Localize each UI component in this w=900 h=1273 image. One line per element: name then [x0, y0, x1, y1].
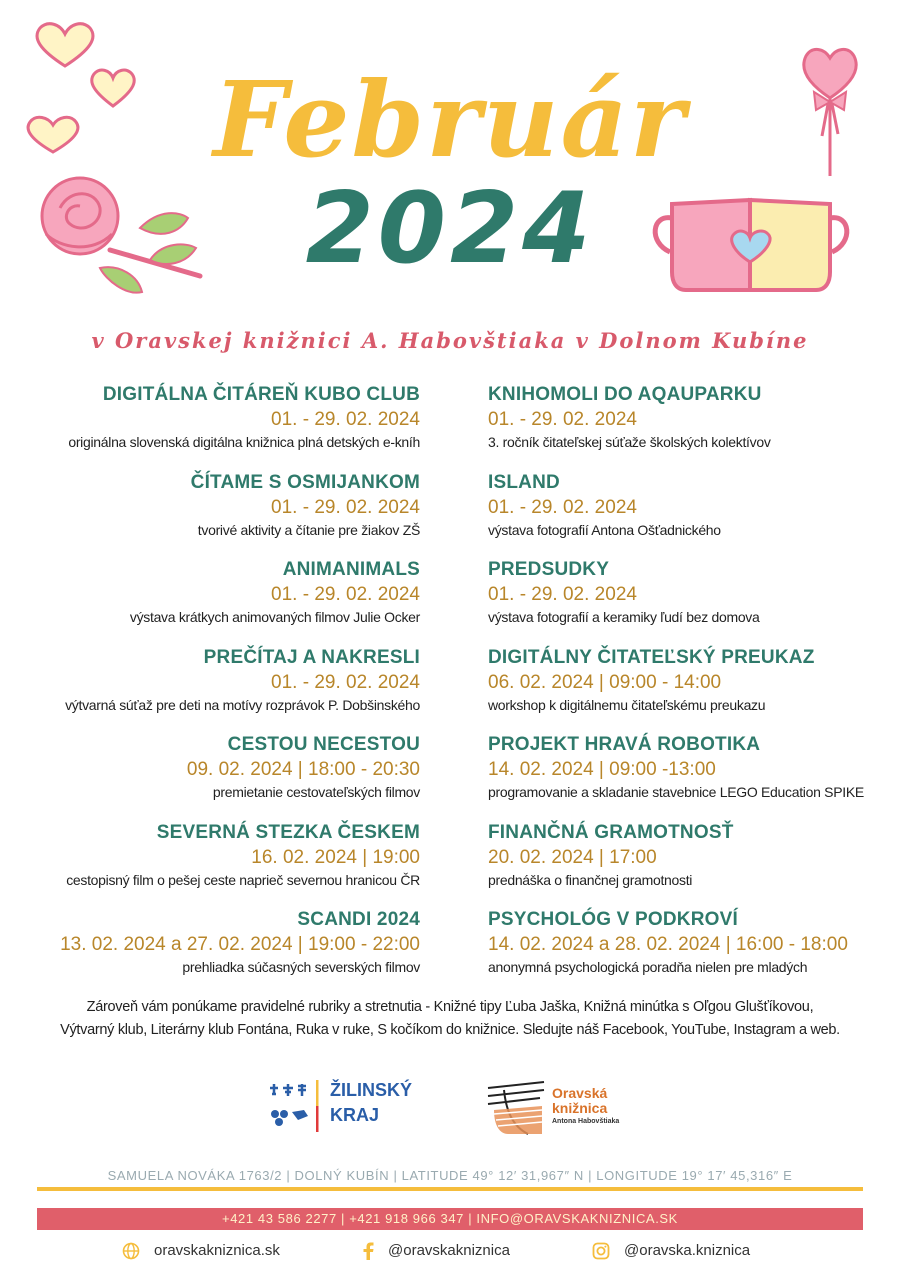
event-item [20, 820, 420, 908]
facebook-link[interactable] [362, 1240, 510, 1262]
event-item [488, 470, 888, 558]
events-right-column [488, 382, 888, 995]
event-item [20, 732, 420, 820]
event-description: 3. ročník čitateľskej súťaže školských kolektívov [488, 434, 771, 450]
divider [37, 1187, 863, 1191]
event-description: premietanie cestovateľských filmov [212, 784, 420, 800]
event-date: 13. 02. 2024 a 27. 02. 2024 | 19:00 - 22:00 [60, 934, 420, 955]
zilinsky-line1: ŽILINSKÝ [330, 1080, 413, 1100]
orava-line1: Oravská [552, 1085, 608, 1101]
oravska-kniznica-logo [484, 1076, 644, 1140]
event-item [20, 645, 420, 733]
subtitle: v Oravskej knižnici A. Habovštiaka v Dolnom Kubíne [91, 328, 809, 353]
address: SAMUELA NOVÁKA 1763/2 | DOLNÝ KUBÍN | LATITUDE 49° 12′ 31,967″ N | LONGITUDE 19° 17′ 45,316″ E [107, 1168, 793, 1183]
event-description: výstava fotografií Antona Ošťadnického [488, 521, 721, 538]
event-title: SEVERNÁ STEZKA ČESKEM [156, 821, 420, 843]
note-line: Zároveň vám ponúkame pravidelné rubriky a stretnutia - Knižné tipy Ľuba Jaška, Knižná minútka s Oľgou Glušťíkovou, [86, 999, 814, 1015]
event-title: PREDSUDKY [488, 559, 610, 580]
website-link[interactable] [122, 1240, 280, 1262]
event-description: výstava fotografií a keramiky ľudí bez domova [488, 609, 760, 625]
zilinsky-kraj-text [330, 1078, 412, 1128]
event-date: 01. - 29. 02. 2024 [271, 671, 420, 693]
event-date: 06. 02. 2024 | 09:00 - 14:00 [488, 671, 722, 693]
event-date: 01. - 29. 02. 2024 [488, 584, 637, 605]
month-title: Február [213, 58, 687, 181]
event-title: PSYCHOLÓG V PODKROVÍ [488, 909, 738, 930]
event-title: FINANČNÁ GRAMOTNOSŤ [488, 821, 734, 843]
oravska-kniznica-text [552, 1086, 607, 1116]
event-title: SCANDI 2024 [297, 909, 420, 930]
event-date: 01. - 29. 02. 2024 [488, 496, 637, 518]
orava-line3: Antona Habovštiaka [552, 1118, 620, 1125]
event-date: 01. - 29. 02. 2024 [271, 496, 420, 518]
event-item [20, 907, 420, 995]
event-date: 01. - 29. 02. 2024 [271, 409, 420, 430]
event-description: tvorivé aktivity a čítanie pre žiakov ZŠ [197, 521, 420, 538]
events-left-column [20, 382, 420, 995]
facebook-icon [362, 1242, 374, 1260]
contact-bar: +421 43 586 2277 | +421 918 966 347 | INFO@ORAVSKAKNIZNICA.SK [37, 1208, 863, 1230]
event-title: PROJEKT HRAVÁ ROBOTIKA [488, 734, 761, 755]
facebook-label: @oravskakniznica [388, 1242, 510, 1259]
event-item [488, 820, 888, 908]
event-title: DIGITÁLNY ČITATEĽSKÝ PREUKAZ [488, 646, 815, 668]
event-item [488, 907, 888, 995]
event-date: 16. 02. 2024 | 19:00 [251, 846, 420, 868]
zilinsky-kraj-logo [268, 1072, 418, 1136]
event-title: ISLAND [488, 471, 560, 493]
event-description: cestopisný film o pešej ceste naprieč severnou hranicou ČR [66, 871, 420, 888]
event-description: prednáška o finančnej gramotnosti [488, 871, 693, 888]
event-description: prehliadka súčasných severských filmov [182, 959, 420, 975]
zilinsky-line2: KRAJ [330, 1105, 380, 1125]
coat-of-arms-icon [268, 1080, 320, 1132]
event-item [488, 732, 888, 820]
event-description: programovanie a skladanie stavebnice LEGO Education SPIKE [488, 784, 864, 800]
event-title: PREČÍTAJ A NAKRESLI [203, 646, 420, 668]
event-description: výstava krátkych animovaných filmov Julie Ocker [129, 609, 420, 625]
event-title: KNIHOMOLI DO AQAUPARKU [488, 384, 762, 405]
event-description: anonymná psychologická poradňa nielen pre mladých [488, 959, 808, 975]
globe-icon [122, 1242, 140, 1260]
instagram-label: @oravska.kniznica [624, 1242, 751, 1259]
event-item [488, 382, 888, 470]
event-date: 14. 02. 2024 a 28. 02. 2024 | 16:00 - 18:00 [488, 934, 848, 955]
website-label: oravskakniznica.sk [154, 1242, 280, 1259]
orava-line2: knižnica [552, 1100, 608, 1116]
instagram-icon [592, 1242, 610, 1260]
year-title: 2024 [305, 172, 595, 286]
event-title: CESTOU NECESTOU [227, 734, 420, 755]
event-date: 01. - 29. 02. 2024 [488, 409, 637, 430]
note-line: Výtvarný klub, Literárny klub Fontána, Ruka v ruke, S kočíkom do knižnice. Sledujte náš Facebook, YouTube, Instagram a web. [60, 1022, 840, 1038]
event-date: 01. - 29. 02. 2024 [271, 584, 420, 605]
event-item [20, 557, 420, 645]
event-description: originálna slovenská digitálna knižnica plná detských e-kníh [68, 434, 420, 450]
event-title: ANIMANIMALS [282, 559, 420, 580]
regular-events-note [40, 996, 860, 1042]
event-date: 09. 02. 2024 | 18:00 - 20:30 [186, 759, 420, 780]
event-item [20, 470, 420, 558]
library-book-icon [484, 1080, 552, 1138]
event-date: 14. 02. 2024 | 09:00 -13:00 [488, 759, 716, 780]
event-title: DIGITÁLNA ČITÁREŇ KUBO CLUB [102, 384, 420, 405]
event-title: ČÍTAME S OSMIJANKOM [190, 471, 420, 493]
event-description: výtvarná súťaž pre deti na motívy rozprávok P. Dobšinského [65, 696, 420, 713]
event-date: 20. 02. 2024 | 17:00 [488, 846, 657, 868]
instagram-link[interactable] [592, 1240, 750, 1262]
event-description: workshop k digitálnemu čitateľskému preukazu [488, 696, 766, 713]
event-item [20, 382, 420, 470]
event-item [488, 645, 888, 733]
event-item [488, 557, 888, 645]
